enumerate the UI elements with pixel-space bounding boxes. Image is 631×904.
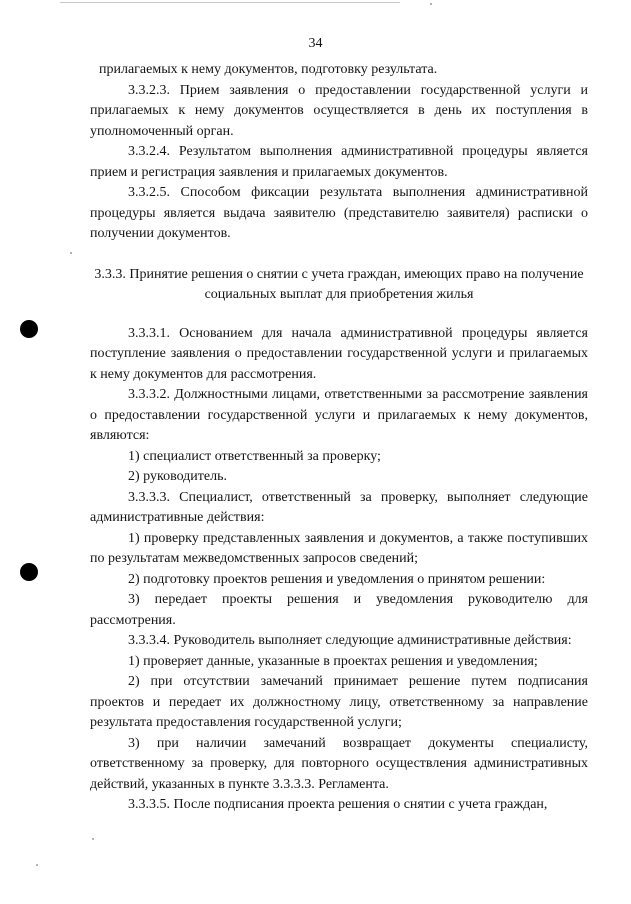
scan-speck xyxy=(70,252,72,254)
list-item: 1) проверку представленных заявления и документов, а также поступивших по результатам межведомственных запросов сведений; xyxy=(90,530,588,566)
document-body xyxy=(90,60,588,816)
paragraph-3-3-2-5: 3.3.2.5. Способом фиксации результата выполнения административной процедуры является выдача заявителю (представителю заявителя) расписки о получении документов. xyxy=(90,185,588,241)
list-item: 2) при отсутствии замечаний принимает решение путем подписания проектов и передает их должностному лицу, ответственному за направление результата предоставления государственной услуги; xyxy=(90,674,588,730)
section-heading-3-3-3: 3.3.3. Принятие решения о снятии с учета граждан, имеющих право на получение социальных выплат для приобретения жилья xyxy=(94,266,584,302)
list-item: 1) специалист ответственный за проверку; xyxy=(128,448,381,464)
paragraph-3-3-3-2: 3.3.3.2. Должностными лицами, ответственными за рассмотрение заявления о предоставлении государственной услуги и прилагаемых к нему документов, являются: xyxy=(90,387,588,443)
scan-speck xyxy=(36,864,38,866)
scan-edge-line xyxy=(60,2,400,3)
paragraph-3-3-2-4: 3.3.2.4. Результатом выполнения административной процедуры является прием и регистрация заявления и прилагаемых документов. xyxy=(90,144,588,180)
paragraph-3-3-2-3: 3.3.2.3. Прием заявления о предоставлении государственной услуги и прилагаемых к нему документов осуществляется в день их поступления в уполномоченный орган. xyxy=(90,82,588,139)
list-item: 2) подготовку проектов решения и уведомления о принятом решении: xyxy=(128,571,546,587)
list-item: 3) передает проекты решения и уведомления руководителю для рассмотрения. xyxy=(90,592,588,628)
paragraph-continuation: прилагаемых к нему документов, подготовку результата. xyxy=(99,62,438,77)
page-number: 34 xyxy=(308,36,323,51)
paragraph-3-3-3-4: 3.3.3.4. Руководитель выполняет следующие административные действия: xyxy=(128,633,572,648)
binder-hole-bottom xyxy=(20,563,38,581)
paragraph-3-3-3-3: 3.3.3.3. Специалист, ответственный за проверку, выполняет следующие административные действия: xyxy=(90,489,588,525)
scan-speck xyxy=(92,838,94,840)
paragraph-3-3-3-1: 3.3.3.1. Основанием для начала административной процедуры является поступление заявления о предоставлении государственной услуги и прилагаемых к нему документов для рассмотрения. xyxy=(90,325,588,382)
list-item: 3) при наличии замечаний возвращает документы специалисту, ответственному за проверку, для повторного осуществления административных действий, указанных в пункте 3.3.3.3. Регламента. xyxy=(90,735,588,792)
paragraph-3-3-3-5: 3.3.3.5. После подписания проекта решения о снятии с учета граждан, xyxy=(128,797,548,812)
scan-speck xyxy=(430,3,432,5)
list-item: 1) проверяет данные, указанные в проектах решения и уведомления; xyxy=(128,653,538,669)
binder-hole-top xyxy=(20,320,38,338)
list-item: 2) руководитель. xyxy=(128,469,227,484)
